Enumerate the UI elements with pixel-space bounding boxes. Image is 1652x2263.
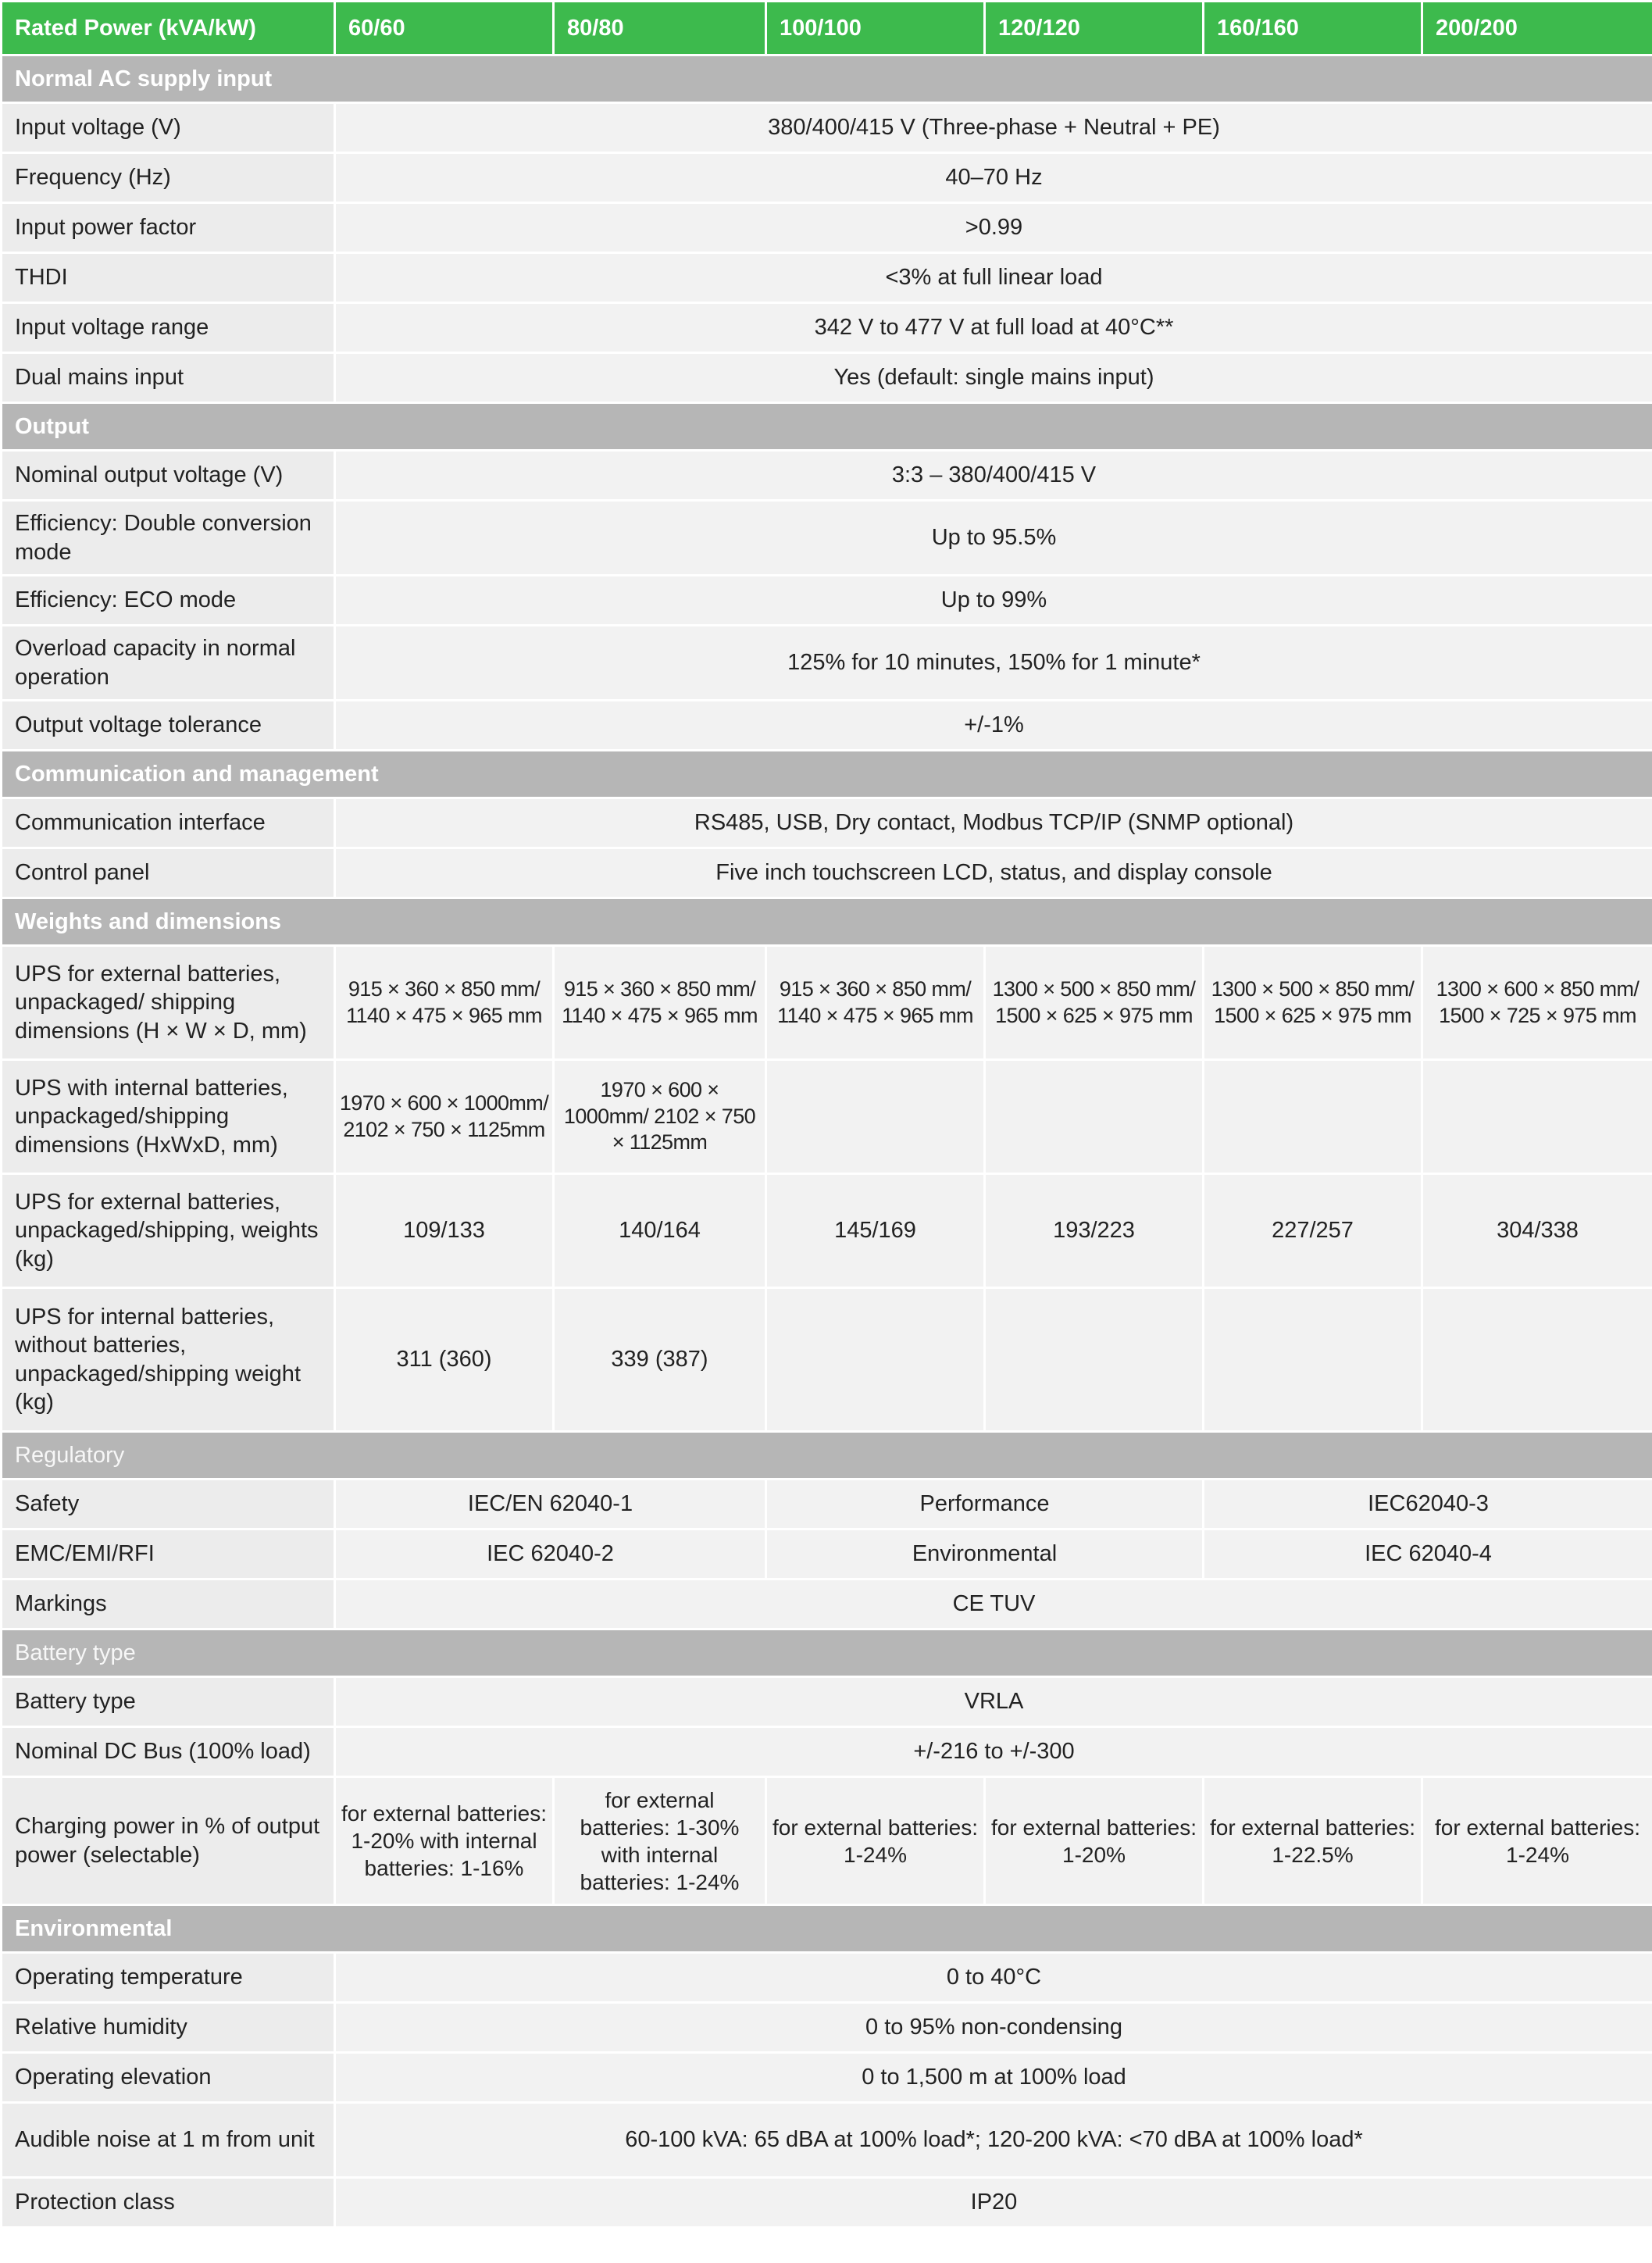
- row-value: 125% for 10 minutes, 150% for 1 minute*: [335, 626, 1652, 701]
- spec-row: [2, 103, 1652, 153]
- section-title: Normal AC supply input: [2, 55, 1652, 103]
- row-value: 0 to 95% non-condensing: [335, 2003, 1652, 2053]
- spec-row: [2, 1579, 1652, 1629]
- spec-row: [2, 303, 1652, 353]
- row-label: Frequency (Hz): [2, 153, 335, 203]
- row-label: Safety: [2, 1480, 335, 1529]
- spec-row: [2, 848, 1652, 898]
- standard-cell: IEC 62040-4: [1204, 1529, 1652, 1579]
- weight-cell: 311 (360): [335, 1288, 554, 1432]
- header-row: [2, 2, 1652, 55]
- row-label: Nominal output voltage (V): [2, 451, 335, 501]
- row-value: >0.99: [335, 203, 1652, 253]
- charging-cell: for external batteries: 1-30% with internal batteries: 1-24%: [554, 1777, 766, 1905]
- spec-row: [2, 1727, 1652, 1777]
- standard-cell: IEC 62040-2: [335, 1529, 766, 1579]
- weight-cell: 339 (387): [554, 1288, 766, 1432]
- row-value: Up to 99%: [335, 576, 1652, 626]
- row-value: 3:3 – 380/400/415 V: [335, 451, 1652, 501]
- section-header-battery: [2, 1629, 1652, 1677]
- dimension-cell: 915 × 360 × 850 mm/ 1140 × 475 × 965 mm: [335, 946, 554, 1060]
- dimension-cell: 1300 × 600 × 850 mm/ 1500 × 725 × 975 mm: [1422, 946, 1652, 1060]
- spec-row: [2, 1677, 1652, 1727]
- spec-row: [2, 153, 1652, 203]
- weight-cell: 304/338: [1422, 1174, 1652, 1288]
- dimension-cell: [766, 1060, 985, 1174]
- section-header-environmental: [2, 1905, 1652, 1953]
- charging-cell: for external batteries: 1-24%: [1422, 1777, 1652, 1905]
- charging-cell: for external batteries: 1-24%: [766, 1777, 985, 1905]
- row-label: EMC/EMI/RFI: [2, 1529, 335, 1579]
- weight-cell: [1204, 1288, 1422, 1432]
- row-value: 380/400/415 V (Three-phase + Neutral + PE): [335, 103, 1652, 153]
- spec-row: [2, 576, 1652, 626]
- section-title: Regulatory: [2, 1432, 1652, 1480]
- section-header-input: [2, 55, 1652, 103]
- row-value: 0 to 40°C: [335, 1953, 1652, 2003]
- row-value: 40–70 Hz: [335, 153, 1652, 203]
- row-label: Audible noise at 1 m from unit: [2, 2103, 335, 2178]
- row-label: Output voltage tolerance: [2, 701, 335, 751]
- secondary-label-cell: Performance: [766, 1480, 1204, 1529]
- section-header-regulatory: [2, 1432, 1652, 1480]
- spec-row: [2, 2003, 1652, 2053]
- row-value: RS485, USB, Dry contact, Modbus TCP/IP (SNMP optional): [335, 798, 1652, 848]
- row-label: Protection class: [2, 2178, 335, 2228]
- spec-row: [2, 203, 1652, 253]
- spec-row: [2, 2053, 1652, 2103]
- row-label: Markings: [2, 1579, 335, 1629]
- model-header: 200/200: [1422, 2, 1652, 55]
- weight-cell: 193/223: [985, 1174, 1204, 1288]
- spec-row: [2, 1953, 1652, 2003]
- row-label: Control panel: [2, 848, 335, 898]
- row-label: Input voltage range: [2, 303, 335, 353]
- weight-cell: [766, 1288, 985, 1432]
- row-label: UPS for internal batteries, without batteries, unpackaged/shipping weight (kg): [2, 1288, 335, 1432]
- row-label: Input power factor: [2, 203, 335, 253]
- row-label: Relative humidity: [2, 2003, 335, 2053]
- row-value: IP20: [335, 2178, 1652, 2228]
- spec-row: [2, 946, 1652, 1060]
- standard-cell: IEC62040-3: [1204, 1480, 1652, 1529]
- spec-row: [2, 451, 1652, 501]
- row-label: Operating temperature: [2, 1953, 335, 2003]
- spec-row: [2, 1480, 1652, 1529]
- dimension-cell: 1970 × 600 × 1000mm/ 2102 × 750 × 1125mm: [554, 1060, 766, 1174]
- model-header: 160/160: [1204, 2, 1422, 55]
- row-label: THDI: [2, 253, 335, 303]
- row-label: UPS with internal batteries, unpackaged/shipping dimensions (HxWxD, mm): [2, 1060, 335, 1174]
- row-value: CE TUV: [335, 1579, 1652, 1629]
- dimension-cell: [1204, 1060, 1422, 1174]
- spec-row: [2, 2103, 1652, 2178]
- weight-cell: 227/257: [1204, 1174, 1422, 1288]
- dimension-cell: 915 × 360 × 850 mm/ 1140 × 475 × 965 mm: [766, 946, 985, 1060]
- section-title: Environmental: [2, 1905, 1652, 1953]
- spec-row: [2, 1060, 1652, 1174]
- section-header-output: [2, 403, 1652, 451]
- spec-row: [2, 626, 1652, 701]
- charging-cell: for external batteries: 1-20% with internal batteries: 1-16%: [335, 1777, 554, 1905]
- row-label: Input voltage (V): [2, 103, 335, 153]
- section-title: Output: [2, 403, 1652, 451]
- spec-row: [2, 1174, 1652, 1288]
- row-label: Operating elevation: [2, 2053, 335, 2103]
- row-label: Battery type: [2, 1677, 335, 1727]
- row-label: Efficiency: Double conversion mode: [2, 501, 335, 576]
- dimension-cell: [1422, 1060, 1652, 1174]
- dimension-cell: [985, 1060, 1204, 1174]
- rated-power-header: Rated Power (kVA/kW): [2, 2, 335, 55]
- spec-row: [2, 253, 1652, 303]
- row-label: UPS for external batteries, unpackaged/shipping, weights (kg): [2, 1174, 335, 1288]
- weight-cell: [985, 1288, 1204, 1432]
- spec-row: [2, 2178, 1652, 2228]
- spec-row: [2, 501, 1652, 576]
- section-title: Communication and management: [2, 751, 1652, 798]
- secondary-label-cell: Environmental: [766, 1529, 1204, 1579]
- spec-row: [2, 798, 1652, 848]
- spec-row: [2, 701, 1652, 751]
- model-header: 120/120: [985, 2, 1204, 55]
- weight-cell: 145/169: [766, 1174, 985, 1288]
- section-header-weights: [2, 898, 1652, 946]
- standard-cell: IEC/EN 62040-1: [335, 1480, 766, 1529]
- weight-cell: 140/164: [554, 1174, 766, 1288]
- row-label: UPS for external batteries, unpackaged/ shipping dimensions (H × W × D, mm): [2, 946, 335, 1060]
- spec-row: [2, 1529, 1652, 1579]
- row-value: Up to 95.5%: [335, 501, 1652, 576]
- row-value: VRLA: [335, 1677, 1652, 1727]
- row-value: 0 to 1,500 m at 100% load: [335, 2053, 1652, 2103]
- spec-row: [2, 353, 1652, 403]
- row-label: Dual mains input: [2, 353, 335, 403]
- row-value: 342 V to 477 V at full load at 40°C**: [335, 303, 1652, 353]
- row-value: Five inch touchscreen LCD, status, and display console: [335, 848, 1652, 898]
- row-value: +/-1%: [335, 701, 1652, 751]
- row-value: Yes (default: single mains input): [335, 353, 1652, 403]
- spec-row: [2, 1777, 1652, 1905]
- charging-cell: for external batteries: 1-22.5%: [1204, 1777, 1422, 1905]
- section-header-communication: [2, 751, 1652, 798]
- section-title: Battery type: [2, 1629, 1652, 1677]
- weight-cell: [1422, 1288, 1652, 1432]
- row-value: <3% at full linear load: [335, 253, 1652, 303]
- spec-row: [2, 1288, 1652, 1432]
- row-value: +/-216 to +/-300: [335, 1727, 1652, 1777]
- row-value: 60-100 kVA: 65 dBA at 100% load*; 120-200 kVA: <70 dBA at 100% load*: [335, 2103, 1652, 2178]
- section-title: Weights and dimensions: [2, 898, 1652, 946]
- charging-cell: for external batteries: 1-20%: [985, 1777, 1204, 1905]
- weight-cell: 109/133: [335, 1174, 554, 1288]
- row-label: Efficiency: ECO mode: [2, 576, 335, 626]
- model-header: 80/80: [554, 2, 766, 55]
- dimension-cell: 1970 × 600 × 1000mm/ 2102 × 750 × 1125mm: [335, 1060, 554, 1174]
- row-label: Communication interface: [2, 798, 335, 848]
- row-label: Charging power in % of output power (selectable): [2, 1777, 335, 1905]
- row-label: Nominal DC Bus (100% load): [2, 1727, 335, 1777]
- dimension-cell: 1300 × 500 × 850 mm/ 1500 × 625 × 975 mm: [1204, 946, 1422, 1060]
- model-header: 100/100: [766, 2, 985, 55]
- row-label: Overload capacity in normal operation: [2, 626, 335, 701]
- dimension-cell: 915 × 360 × 850 mm/ 1140 × 475 × 965 mm: [554, 946, 766, 1060]
- dimension-cell: 1300 × 500 × 850 mm/ 1500 × 625 × 975 mm: [985, 946, 1204, 1060]
- model-header: 60/60: [335, 2, 554, 55]
